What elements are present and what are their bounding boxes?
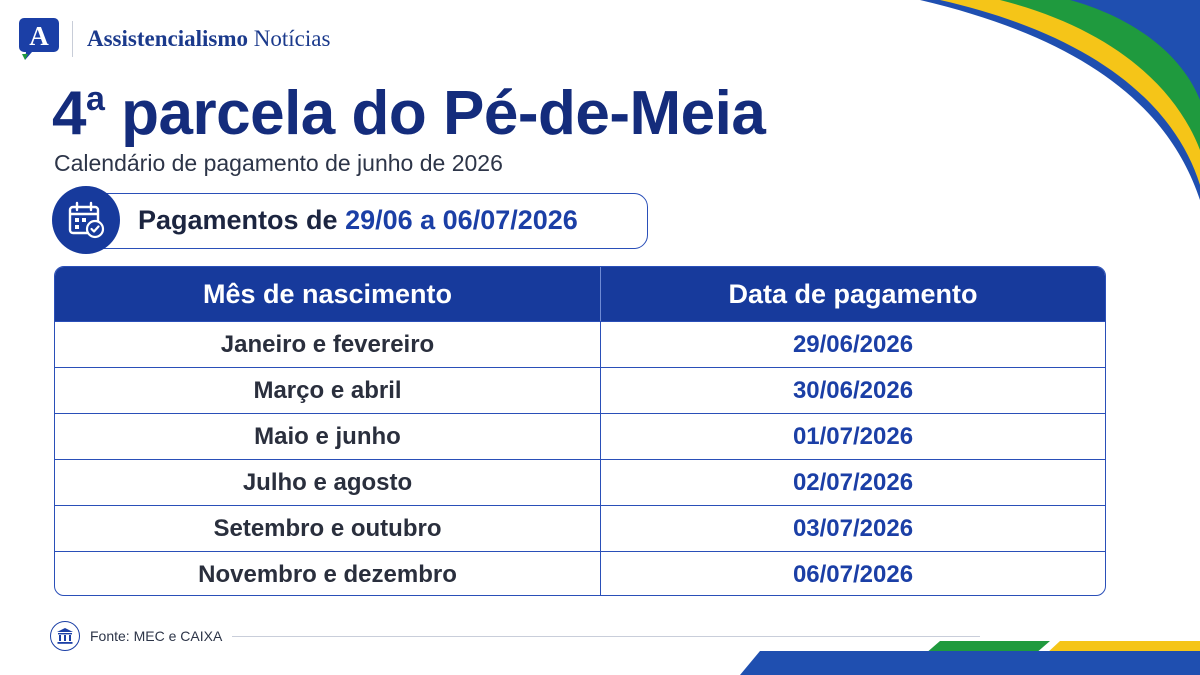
- period-label: Pagamentos de: [138, 205, 338, 235]
- title-ordinal: a: [85, 80, 105, 118]
- row-date: 30/06/2026: [792, 376, 914, 404]
- row-month: Março e abril: [55, 368, 601, 413]
- brand-name-light: Notícias: [253, 26, 331, 51]
- table-row: [55, 367, 1105, 413]
- table-row: [55, 413, 1105, 459]
- brand-name[interactable]: [87, 26, 330, 52]
- title-rest: parcela do Pé-de-Meia: [104, 79, 766, 148]
- period-text: [138, 205, 578, 236]
- brand-logo[interactable]: [18, 16, 60, 62]
- flag-swoosh-bottom: [680, 615, 1200, 675]
- source-value: MEC e CAIXA: [133, 628, 223, 644]
- logo-speech-bubble-icon: [18, 16, 60, 62]
- title-number: 4: [52, 79, 86, 148]
- calendar-check-icon: [52, 186, 120, 254]
- table-row: [55, 505, 1105, 551]
- row-month: Janeiro e fevereiro: [55, 322, 601, 367]
- header-birth-month: Mês de nascimento: [55, 267, 601, 321]
- row-month: Maio e junho: [55, 414, 601, 459]
- row-date: 01/07/2026: [792, 422, 914, 450]
- brand-header: [18, 16, 330, 62]
- table-header: [55, 267, 1105, 321]
- bank-building-icon: [50, 621, 80, 651]
- page-title: [52, 78, 765, 149]
- svg-text:A: A: [29, 21, 49, 51]
- row-date: 29/06/2026: [792, 330, 914, 358]
- row-date: 03/07/2026: [792, 514, 914, 542]
- source-text: [90, 628, 222, 644]
- flag-swoosh-top: [920, 0, 1200, 200]
- source-label: Fonte:: [90, 628, 130, 644]
- header-payment-date: Data de pagamento: [728, 278, 978, 309]
- payment-table: [54, 266, 1106, 596]
- table-row: [55, 321, 1105, 367]
- footer-divider: [232, 636, 980, 637]
- page-subtitle: Calendário de pagamento de junho de 2026: [54, 150, 503, 176]
- row-month: Julho e agosto: [55, 460, 601, 505]
- period-range: 29/06 a 06/07/2026: [345, 205, 578, 235]
- brand-name-strong: Assistencialismo: [87, 26, 248, 51]
- row-date: 06/07/2026: [792, 560, 914, 588]
- source-note: [50, 621, 222, 651]
- row-month: Novembro e dezembro: [55, 552, 601, 596]
- table-row: [55, 551, 1105, 596]
- row-month: Setembro e outubro: [55, 506, 601, 551]
- row-date: 02/07/2026: [792, 468, 914, 496]
- table-row: [55, 459, 1105, 505]
- brand-divider: [72, 21, 73, 57]
